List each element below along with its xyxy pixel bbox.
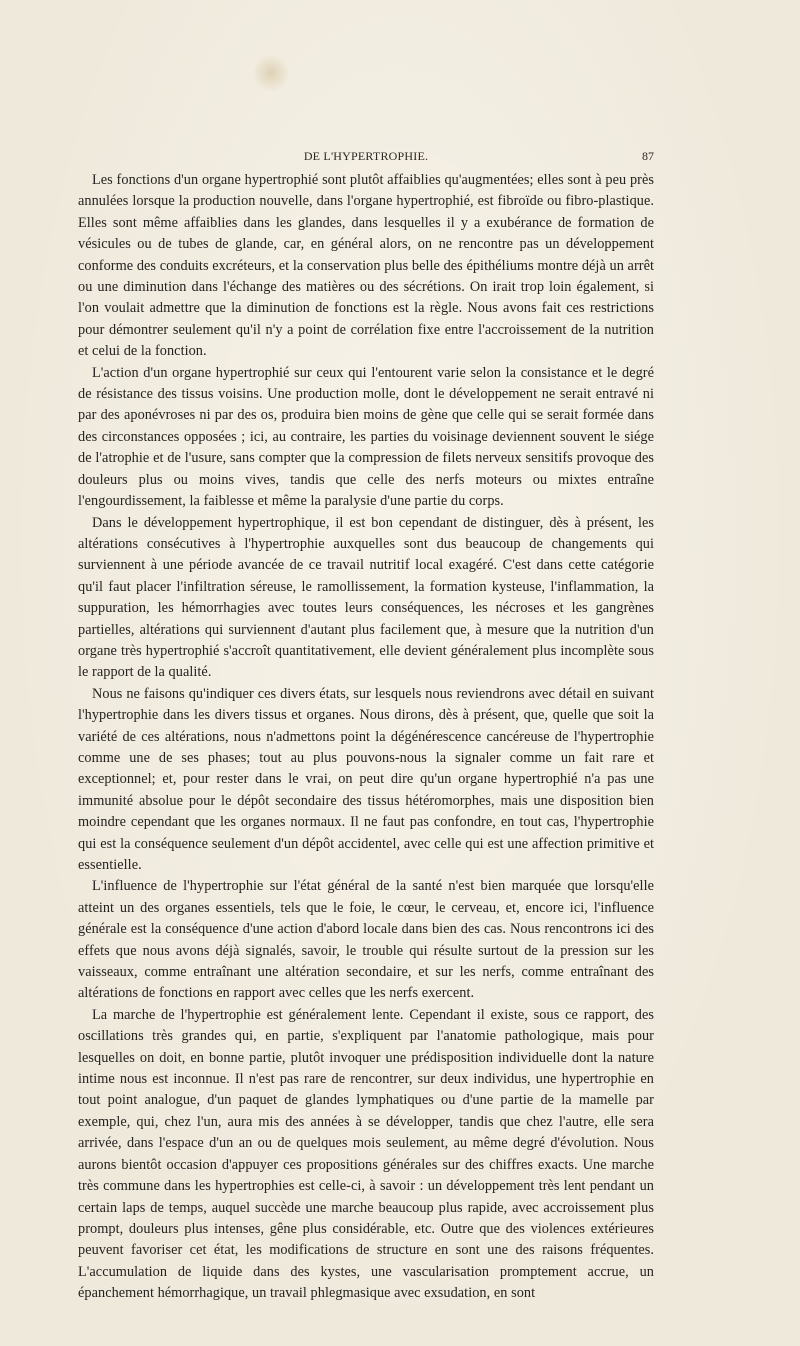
paragraph: L'influence de l'hypertrophie sur l'état général de la santé n'est bien marquée que lorsqu'elle atteint un des organes essentiels, tels que le foie, le cœur, le cerveau, et, encore ici, l'influence générale est la conséquence d'une action d'abord locale dans bien des cas. Nous rencontrons ici des effets que nous avons déjà signalés, savoir, le trouble qui résulte surtout de la pression sur les vaisseaux, comme entraînant une altération secondaire, et sur les nerfs, comme entraînant des altérations de fonctions en rapport avec celles que les nerfs exercent. [78, 878, 654, 1002]
paragraph: Dans le développement hypertrophique, il est bon cependant de distinguer, dès à présent, les altérations consécutives à l'hypertrophie auxquelles sont dus beaucoup de changements qui surviennent à une période avancée de ce travail nutritif local exagéré. C'est dans cette catégorie qu'il faut placer l'infiltration séreuse, le ramollissement, la formation kysteuse, l'inflammation, la suppuration, les hémorrhagies avec toutes leurs conséquences, les nécroses et les gangrènes partielles, altérations qui surviennent d'autant plus facilement que, à mesure que la nutrition d'un organe très hypertrophié s'accroît quantitativement, elle devient généralement plus incomplète sous le rapport de la qualité. [78, 514, 654, 681]
paragraph: Nous ne faisons qu'indiquer ces divers états, sur lesquels nous reviendrons avec détail en suivant l'hypertrophie dans les divers tissus et organes. Nous dirons, dès à présent, que, quelle que soit la variété de ces altérations, nous n'admettons point la dégénérescence cancéreuse de l'hypertrophie comme une de ses phases; tout au plus pouvons-nous la signaler comme un fait rare et exceptionnel; et, pour rester dans le vrai, on peut dire qu'un organe hypertrophié n'a pas une immunité absolue pour le dépôt secondaire des tissus hétéromorphes, mais une disposition bien moindre cependant que les organes normaux. Il ne faut pas confondre, en tout cas, l'hypertrophie qui est la conséquence seulement d'un dépôt accidentel, avec celle qui est une affection primitive et essentielle. [78, 685, 654, 873]
paper-stain [254, 54, 288, 92]
paragraph: L'action d'un organe hypertrophié sur ceux qui l'entourent varie selon la consistance et le degré de résistance des tissus voisins. Une production molle, dont le développement ne serait entravé ni par des aponévroses ni par des os, produira bien moins de gène que celle qui se serait formée dans des circonstances opposées ; ici, au contraire, les parties du voisinage deviennent souvent le siége de l'atrophie et de l'usure, sans compter que la compression de filets nerveux sensitifs provoque des douleurs plus ou moins vives, tandis que celle des nerfs moteurs ou mixtes entraîne l'engourdissement, la faiblesse et même la paralysie d'une partie du corps. [78, 364, 654, 510]
page-number: 87 [642, 149, 654, 163]
paragraph: La marche de l'hypertrophie est généralement lente. Cependant il existe, sous ce rapport, des oscillations très grandes qui, en partie, s'expliquent par l'anatomie pathologique, mais pour lesquelles on doit, en bonne partie, plutôt invoquer une prédisposition individuelle dont la nature intime nous est inconnue. Il n'est pas rare de rencontrer, sur deux individus, une hypertrophie en tout point analogue, d'un paquet de glandes lymphatiques ou d'une partie de la mamelle par exemple, qui, chez l'un, aura mis des années à se développer, tandis que chez l'autre, elle sera arrivée, dans l'espace d'un an ou de quelques mois seulement, au même degré d'évolution. Nous aurons bientôt occasion d'appuyer ces propositions générales sur des chiffres exacts. Une marche très commune dans les hypertrophies est celle-ci, à savoir : un développement très lent pendant un certain laps de temps, auquel succède une marche beaucoup plus rapide, avec accroissement plus prompt, douleurs plus intenses, gêne plus considérable, etc. Outre que des violences extérieures peuvent favoriser cet état, les modifications de structure en sont une des raisons fréquentes. L'accumulation de liquide dans des kystes, une vascularisation promptement accrue, un épanchement hémorrhagique, un travail phlegmasique avec exsudation, en sont [78, 1006, 654, 1302]
running-title: DE L'HYPERTROPHIE. [303, 149, 429, 163]
body-text [78, 170, 654, 1305]
page-header [78, 149, 654, 167]
paragraph: Les fonctions d'un organe hypertrophié sont plutôt affaiblies qu'augmentées; elles sont à peu près annulées lorsque la production nouvelle, dans l'organe hypertrophié, est fibroïde ou fibro-plastique. Elles sont même affaiblies dans les glandes, dans lesquelles il y a exubérance de formation de vésicules ou de tubes de glande, car, en général alors, on ne rencontre pas un développement conforme des conduits excréteurs, et la conservation plus belle des épithéliums montre déjà un arrêt ou une diminution dans l'échange des matières ou des sécrétions. On irait trop loin également, si l'on voulait admettre que la diminution de fonctions est la règle. Nous avons fait ces restrictions pour démontrer seulement qu'il n'y a point de corrélation fixe entre l'accroissement de la nutrition et celui de la fonction. [78, 172, 654, 360]
